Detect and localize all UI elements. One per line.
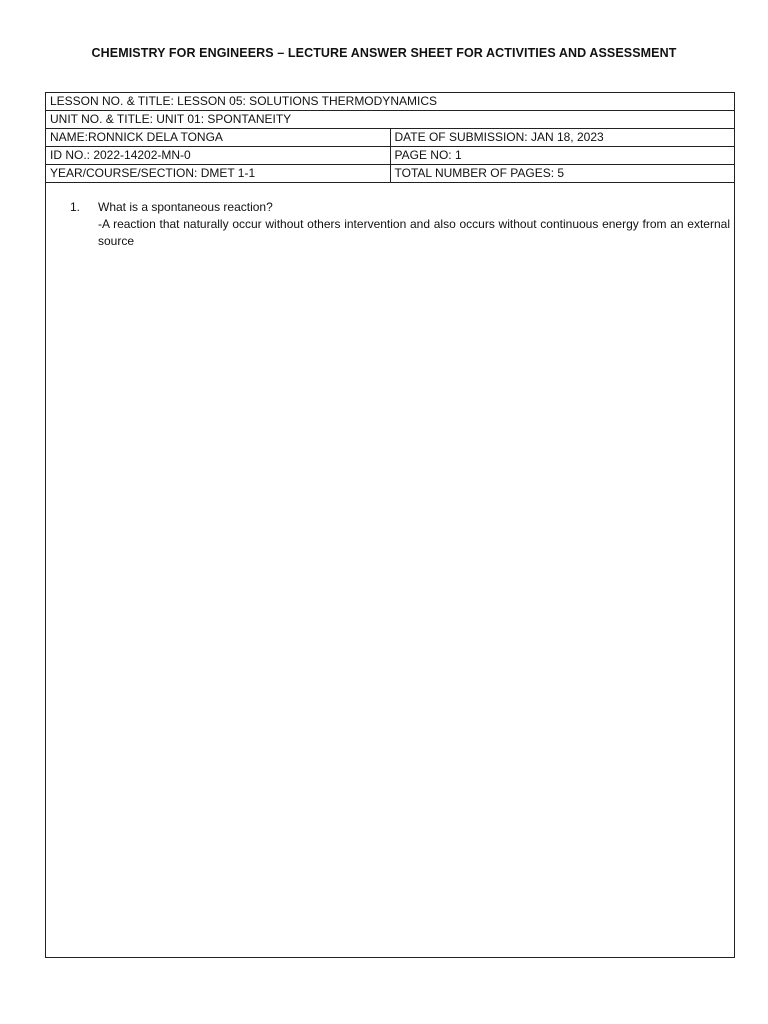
name-cell: NAME:RONNICK DELA TONGA <box>46 129 391 147</box>
unit-row <box>46 111 735 129</box>
name-row <box>46 129 735 147</box>
id-row <box>46 147 735 165</box>
question-text: What is a spontaneous reaction? <box>98 200 273 214</box>
answer-box <box>45 182 735 958</box>
unit-title-cell: UNIT NO. & TITLE: UNIT 01: SPONTANEITY <box>46 111 735 129</box>
document-title: CHEMISTRY FOR ENGINEERS – LECTURE ANSWER SHEET FOR ACTIVITIES AND ASSESSMENT <box>91 46 677 60</box>
question-number: 1. <box>70 200 81 214</box>
lesson-title-cell: LESSON NO. & TITLE: LESSON 05: SOLUTIONS THERMODYNAMICS <box>46 93 735 111</box>
question-item <box>70 199 730 250</box>
question-body <box>98 199 730 250</box>
page-number-cell: PAGE NO: 1 <box>390 147 735 165</box>
lesson-row <box>46 93 735 111</box>
year-course-section-cell: YEAR/COURSE/SECTION: DMET 1-1 <box>46 165 391 183</box>
id-number-cell: ID NO.: 2022-14202-MN-0 <box>46 147 391 165</box>
question-list <box>70 199 730 250</box>
info-table <box>45 92 735 183</box>
answer-text: -A reaction that naturally occur without others intervention and also occurs without continuous energy from an external source <box>98 217 730 248</box>
section-row <box>46 165 735 183</box>
submission-date-cell: DATE OF SUBMISSION: JAN 18, 2023 <box>390 129 735 147</box>
total-pages-cell: TOTAL NUMBER OF PAGES: 5 <box>390 165 735 183</box>
